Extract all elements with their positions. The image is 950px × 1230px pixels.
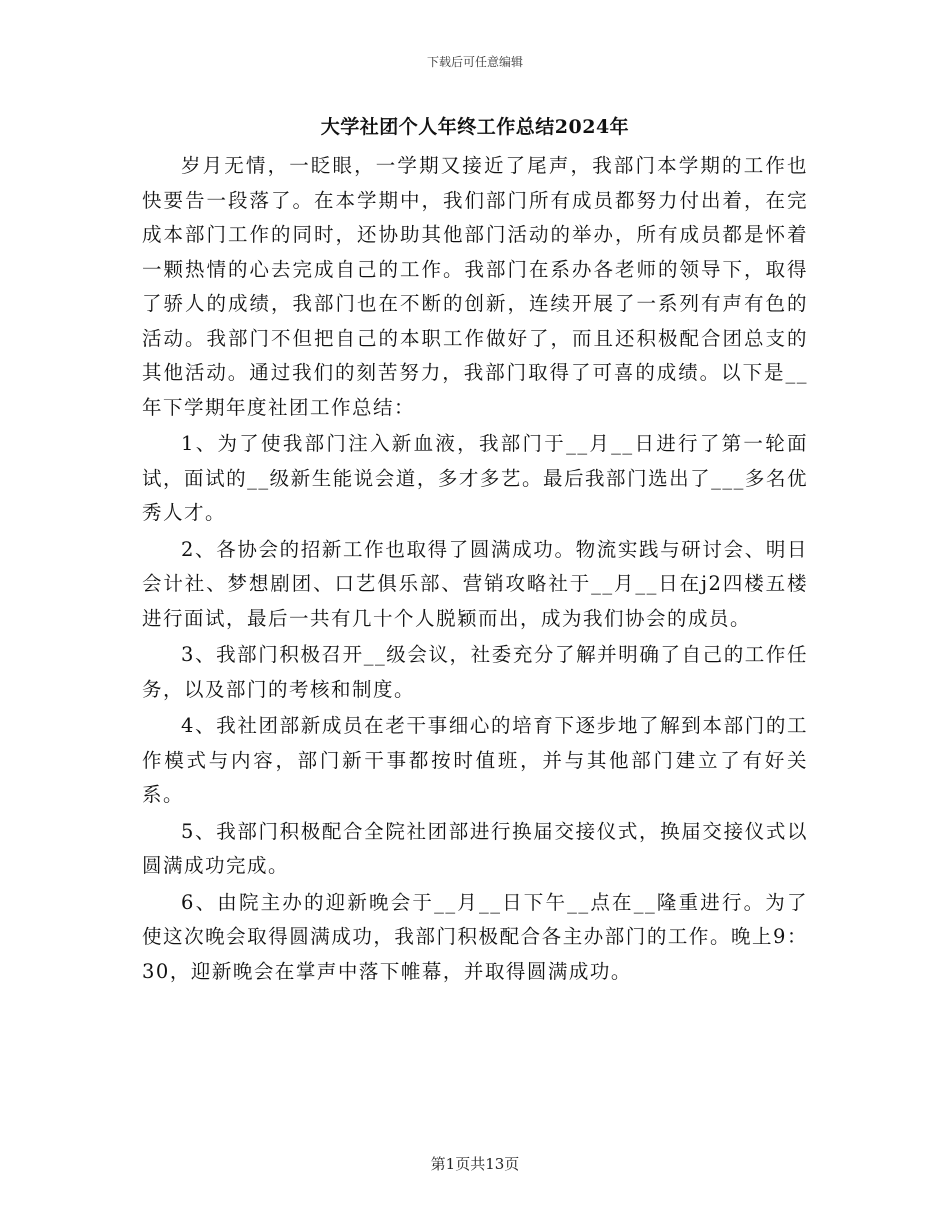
page-header-note: 下载后可任意编辑 [426, 55, 523, 69]
paragraph-item-4: 4、我社团部新成员在老干事细心的培育下逐步地了解到本部门的工作模式与内容，部门新干事都按时值班，并与其他部门建立了有好关系。 [142, 714, 808, 806]
page-number-footer: 第1页共13页 [430, 1155, 520, 1173]
document-title: 大学社团个人年终工作总结2024年 [320, 116, 630, 138]
paragraph-item-6: 6、由院主办的迎新晚会于__月__日下午__点在__隆重进行。为了使这次晚会取得圆满成功，我部门积极配合各主办部门的工作。晚上9：30，迎新晚会在掌声中落下帷幕，并取得圆满成功。 [142, 890, 808, 983]
paragraph-intro: 岁月无情，一眨眼，一学期又接近了尾声，我部门本学期的工作也快要告一段落了。在本学期中，我们部门所有成员都努力付出着，在完成本部门工作的同时，还协助其他部门活动的举办，所有成员都是怀着一颗热情的心去完成自己的工作。我部门在系办各老师的领导下，取得了骄人的成绩，我部门也在不断的创新，连续开展了一系列有声有色的活动。我部门不但把自己的本职工作做好了，而且还积极配合团总支的其他活动。通过我们的刻苦努力，我部门取得了可喜的成绩。以下是__年下学期年度社团工作总结： [142, 154, 808, 419]
paragraph-item-5: 5、我部门积极配合全院社团部进行换届交接仪式，换届交接仪式以圆满成功完成。 [142, 819, 808, 877]
paragraph-item-1: 1、为了使我部门注入新血液，我部门于__月__日进行了第一轮面试，面试的__级新生能说会道，多才多艺。最后我部门选出了___多名优秀人才。 [142, 432, 808, 524]
document-body [142, 149, 808, 991]
paragraph-item-3: 3、我部门积极召开__级会议，社委充分了解并明确了自己的工作任务，以及部门的考核和制度。 [142, 643, 808, 701]
paragraph-item-2: 2、各协会的招新工作也取得了圆满成功。物流实践与研讨会、明日会计社、梦想剧团、口艺俱乐部、营销攻略社于__月__日在j2四楼五楼进行面试，最后一共有几十个人脱颖而出，成为我们协会的成员。 [142, 537, 808, 630]
